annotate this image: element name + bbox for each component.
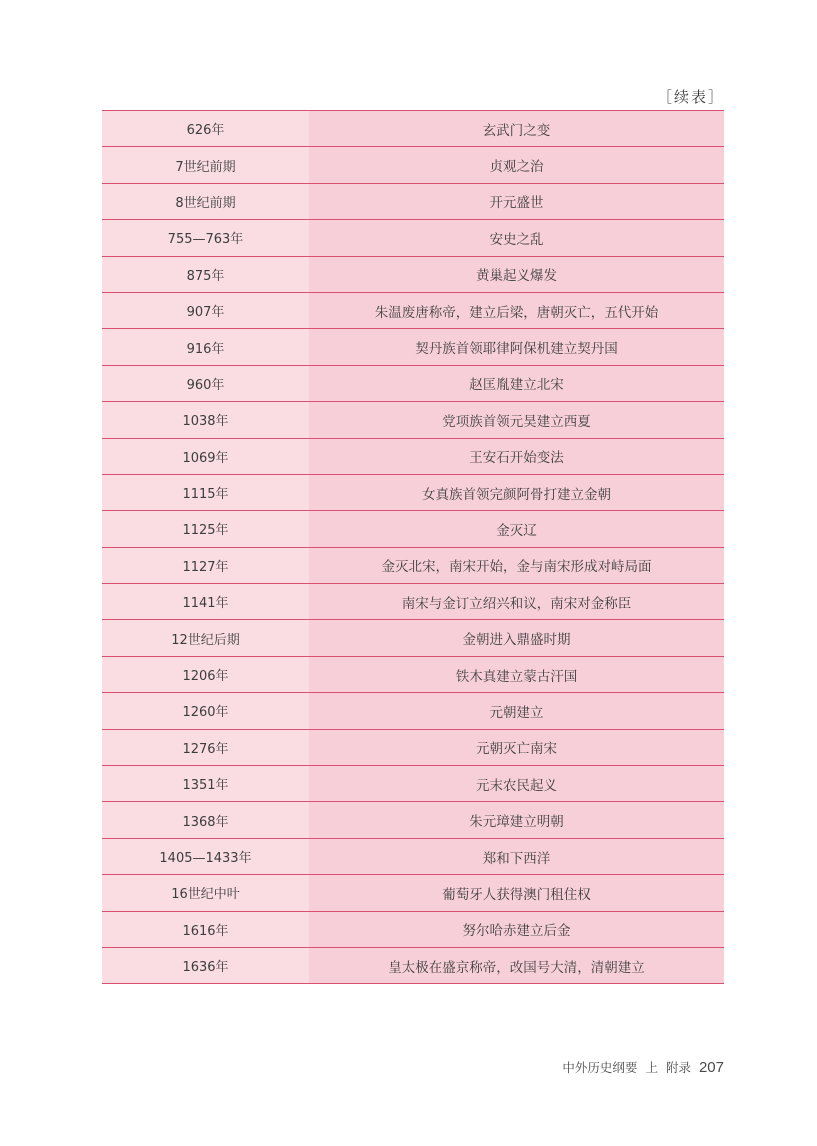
table-row [102, 366, 724, 402]
date-cell: 1127年 [102, 548, 309, 583]
date-cell: 8世纪前期 [102, 184, 309, 219]
table-row [102, 257, 724, 293]
book-title: 中外历史纲要 [562, 1060, 638, 1075]
table-row [102, 912, 724, 948]
event-cell: 铁木真建立蒙古汗国 [309, 657, 724, 692]
date-cell: 916年 [102, 329, 309, 364]
table-row [102, 839, 724, 875]
table-row [102, 147, 724, 183]
table-row [102, 439, 724, 475]
date-cell: 1368年 [102, 802, 309, 837]
event-cell: 党项族首领元昊建立西夏 [309, 402, 724, 437]
table-row [102, 475, 724, 511]
date-cell: 1141年 [102, 584, 309, 619]
table-row [102, 657, 724, 693]
date-cell: 755—763年 [102, 220, 309, 255]
date-cell: 1616年 [102, 912, 309, 947]
table-row [102, 220, 724, 256]
table-row [102, 548, 724, 584]
table-row [102, 802, 724, 838]
event-cell: 努尔哈赤建立后金 [309, 912, 724, 947]
event-cell: 元朝建立 [309, 693, 724, 728]
event-cell: 黄巢起义爆发 [309, 257, 724, 292]
table-row [102, 693, 724, 729]
date-cell: 1351年 [102, 766, 309, 801]
date-cell: 1115年 [102, 475, 309, 510]
event-cell: 朱温废唐称帝，建立后梁，唐朝灭亡，五代开始 [309, 293, 724, 328]
date-cell: 1206年 [102, 657, 309, 692]
event-cell: 南宋与金订立绍兴和议，南宋对金称臣 [309, 584, 724, 619]
event-cell: 赵匡胤建立北宋 [309, 366, 724, 401]
date-cell: 875年 [102, 257, 309, 292]
event-cell: 玄武门之变 [309, 111, 724, 146]
date-cell: 907年 [102, 293, 309, 328]
table-row [102, 766, 724, 802]
date-cell: 7世纪前期 [102, 147, 309, 182]
date-cell: 1260年 [102, 693, 309, 728]
table-row [102, 875, 724, 911]
date-cell: 1069年 [102, 439, 309, 474]
date-cell: 12世纪后期 [102, 620, 309, 655]
event-cell: 葡萄牙人获得澳门租住权 [309, 875, 724, 910]
event-cell: 元朝灭亡南宋 [309, 730, 724, 765]
event-cell: 开元盛世 [309, 184, 724, 219]
page-footer [562, 1058, 724, 1076]
event-cell: 安史之乱 [309, 220, 724, 255]
event-cell: 王安石开始变法 [309, 439, 724, 474]
timeline-table [102, 110, 724, 984]
event-cell: 金灭北宋，南宋开始，金与南宋形成对峙局面 [309, 548, 724, 583]
date-cell: 626年 [102, 111, 309, 146]
table-row [102, 948, 724, 984]
event-cell: 朱元璋建立明朝 [309, 802, 724, 837]
date-cell: 960年 [102, 366, 309, 401]
table-row [102, 184, 724, 220]
event-cell: 女真族首领完颜阿骨打建立金朝 [309, 475, 724, 510]
date-cell: 16世纪中叶 [102, 875, 309, 910]
date-cell: 1276年 [102, 730, 309, 765]
event-cell: 郑和下西洋 [309, 839, 724, 874]
table-row [102, 730, 724, 766]
table-row [102, 620, 724, 656]
event-cell: 契丹族首领耶律阿保机建立契丹国 [309, 329, 724, 364]
event-cell: 元末农民起义 [309, 766, 724, 801]
date-cell: 1405—1433年 [102, 839, 309, 874]
date-cell: 1636年 [102, 948, 309, 983]
continued-table-label: ［续表］ [656, 88, 725, 106]
event-cell: 皇太极在盛京称帝，改国号大清，清朝建立 [309, 948, 724, 983]
table-row [102, 584, 724, 620]
page-number: 207 [698, 1059, 724, 1076]
event-cell: 金灭辽 [309, 511, 724, 546]
table-row [102, 329, 724, 365]
section-label: 附录 [665, 1060, 691, 1075]
event-cell: 贞观之治 [309, 147, 724, 182]
table-row [102, 293, 724, 329]
date-cell: 1125年 [102, 511, 309, 546]
volume-label: 上 [645, 1060, 658, 1075]
table-row [102, 111, 724, 147]
table-row [102, 402, 724, 438]
event-cell: 金朝进入鼎盛时期 [309, 620, 724, 655]
date-cell: 1038年 [102, 402, 309, 437]
table-row [102, 511, 724, 547]
